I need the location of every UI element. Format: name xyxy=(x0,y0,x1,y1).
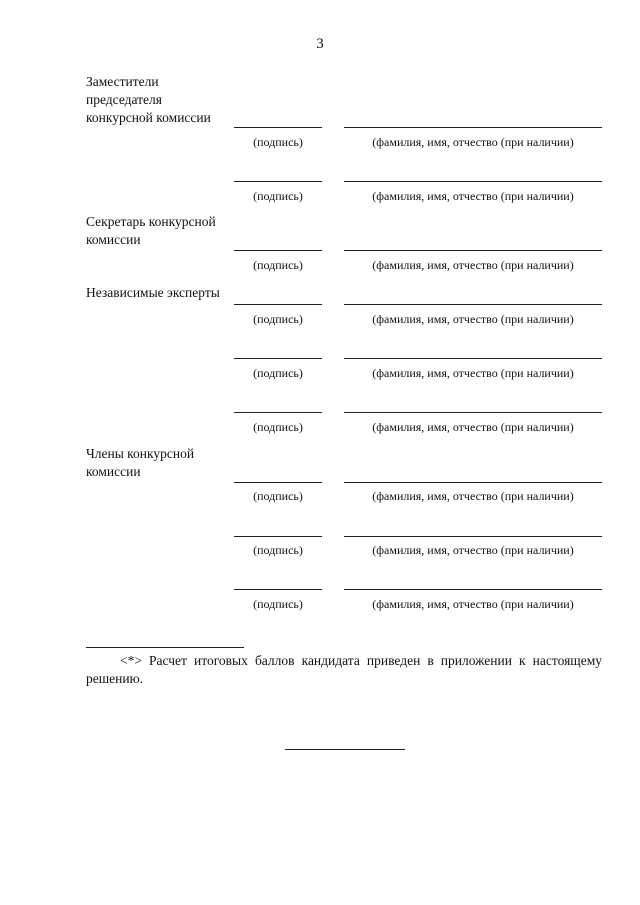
footnote-text: <*> Расчет итоговых баллов кандидата приведен в приложении к настоящему решению. xyxy=(86,653,602,686)
name-line xyxy=(344,482,602,483)
signature-line xyxy=(234,536,322,537)
section-title-secretary xyxy=(86,213,216,249)
signature-line xyxy=(234,250,322,251)
footnote-separator xyxy=(86,647,244,648)
signature-caption: (подпись) xyxy=(253,597,303,611)
signature-caption: (подпись) xyxy=(253,189,303,203)
name-caption: (фамилия, имя, отчество (при наличии) xyxy=(372,366,574,380)
section-title-line: Независимые эксперты xyxy=(86,285,220,300)
signature-line xyxy=(234,482,322,483)
signature-line xyxy=(234,358,322,359)
name-line xyxy=(344,589,602,590)
signature-line xyxy=(234,589,322,590)
signature-caption: (подпись) xyxy=(253,420,303,434)
end-of-document-rule xyxy=(285,749,405,750)
signature-caption: (подпись) xyxy=(253,543,303,557)
signature-caption: (подпись) xyxy=(253,135,303,149)
name-line xyxy=(344,358,602,359)
signature-line xyxy=(234,181,322,182)
name-caption: (фамилия, имя, отчество (при наличии) xyxy=(372,312,574,326)
section-title-deputy-chairs xyxy=(86,73,211,127)
signature-caption: (подпись) xyxy=(253,312,303,326)
section-title-line: Члены конкурсной xyxy=(86,446,195,461)
name-caption: (фамилия, имя, отчество (при наличии) xyxy=(372,489,574,503)
name-line xyxy=(344,536,602,537)
signature-caption: (подпись) xyxy=(253,258,303,272)
section-title-members xyxy=(86,445,194,481)
section-title-experts xyxy=(86,284,220,302)
section-title-line: конкурсной комиссии xyxy=(86,110,211,125)
section-title-line: комиссии xyxy=(86,232,141,247)
name-line xyxy=(344,181,602,182)
name-caption: (фамилия, имя, отчество (при наличии) xyxy=(372,420,574,434)
section-title-line: Секретарь конкурсной xyxy=(86,214,216,229)
name-caption: (фамилия, имя, отчество (при наличии) xyxy=(372,135,574,149)
section-title-line: комиссии xyxy=(86,464,141,479)
name-caption: (фамилия, имя, отчество (при наличии) xyxy=(372,543,574,557)
section-title-line: председателя xyxy=(86,92,162,107)
name-line xyxy=(344,127,602,128)
signature-caption: (подпись) xyxy=(253,366,303,380)
page-number: 3 xyxy=(316,36,324,52)
signature-line xyxy=(234,127,322,128)
name-caption: (фамилия, имя, отчество (при наличии) xyxy=(372,597,574,611)
name-line xyxy=(344,304,602,305)
name-caption: (фамилия, имя, отчество (при наличии) xyxy=(372,189,574,203)
name-line xyxy=(344,412,602,413)
signature-caption: (подпись) xyxy=(253,489,303,503)
name-caption: (фамилия, имя, отчество (при наличии) xyxy=(372,258,574,272)
name-line xyxy=(344,250,602,251)
signature-line xyxy=(234,304,322,305)
signature-line xyxy=(234,412,322,413)
section-title-line: Заместители xyxy=(86,74,159,89)
